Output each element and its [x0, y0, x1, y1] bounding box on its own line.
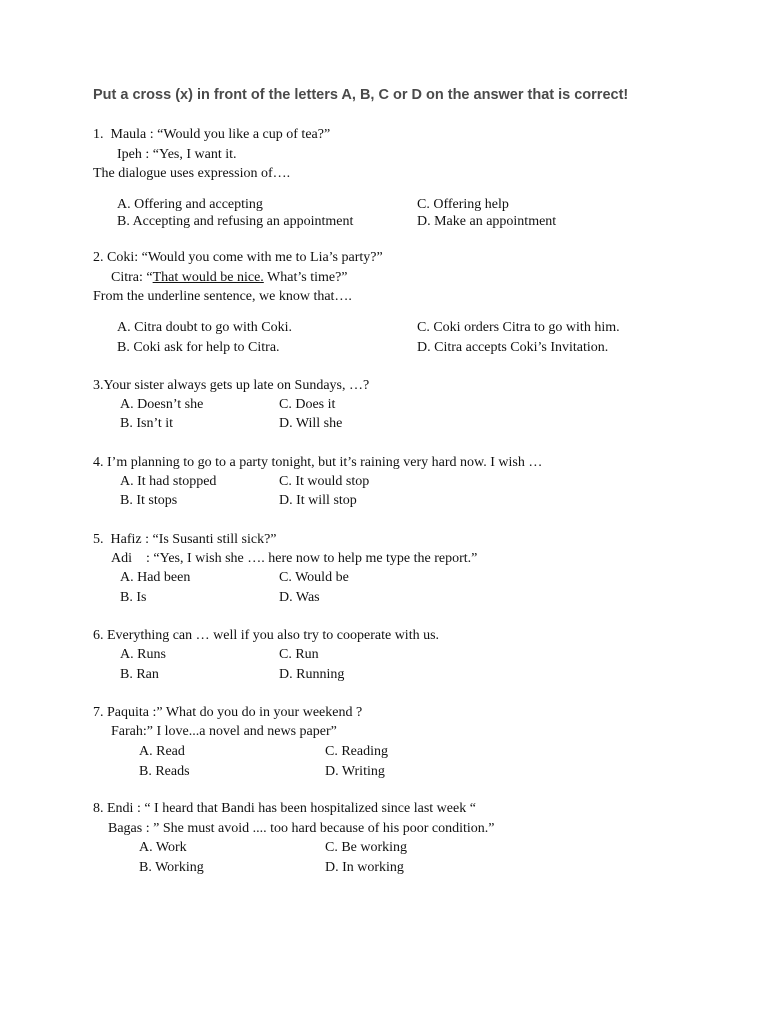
question-6-option-a[interactable]: A. Runs — [120, 647, 166, 662]
question-7-option-a[interactable]: A. Read — [139, 744, 185, 759]
question-3-option-c[interactable]: C. Does it — [279, 397, 336, 412]
question-1-line-1: 1. Maula : “Would you like a cup of tea?” — [93, 127, 331, 142]
question-2-option-d[interactable]: D. Citra accepts Coki’s Invitation. — [417, 340, 609, 355]
question-5-option-d[interactable]: D. Was — [279, 590, 320, 605]
question-1-option-b[interactable]: B. Accepting and refusing an appointment — [117, 214, 354, 229]
question-5-option-c[interactable]: C. Would be — [279, 570, 349, 585]
question-1-line-3: The dialogue uses expression of…. — [93, 166, 291, 181]
question-2-option-a[interactable]: A. Citra doubt to go with Coki. — [117, 320, 292, 335]
question-7-option-d[interactable]: D. Writing — [325, 764, 385, 779]
question-4-option-c[interactable]: C. It would stop — [279, 474, 370, 489]
question-8-option-a[interactable]: A. Work — [139, 840, 187, 855]
question-3-option-b[interactable]: B. Isn’t it — [120, 416, 174, 431]
question-3-option-a[interactable]: A. Doesn’t she — [120, 397, 204, 412]
question-2-underlined-sentence: That would be nice. — [152, 270, 264, 285]
question-2-line-2-end: What’s time?” — [263, 270, 348, 285]
question-7-line-2: Farah:” I love...a novel and news paper” — [111, 724, 337, 739]
question-1-option-c[interactable]: C. Offering help — [417, 197, 509, 212]
question-8-option-c[interactable]: C. Be working — [325, 840, 408, 855]
question-2-line-2-start: Citra: “ — [111, 270, 153, 285]
question-7-line-1: 7. Paquita :” What do you do in your weekend ? — [93, 705, 363, 720]
question-2-line-2 — [111, 268, 348, 287]
question-5-line-2: Adi : “Yes, I wish she …. here now to help me type the report.” — [111, 551, 478, 566]
question-6-option-b[interactable]: B. Ran — [120, 667, 159, 682]
question-8-option-b[interactable]: B. Working — [139, 860, 204, 875]
question-8-option-d[interactable]: D. In working — [325, 860, 404, 875]
question-7-option-b[interactable]: B. Reads — [139, 764, 190, 779]
question-1-option-a[interactable]: A. Offering and accepting — [117, 197, 263, 212]
question-3-option-d[interactable]: D. Will she — [279, 416, 343, 431]
question-4-option-a[interactable]: A. It had stopped — [120, 474, 217, 489]
question-4-line-1: 4. I’m planning to go to a party tonight, but it’s raining very hard now. I wish … — [93, 455, 543, 470]
question-1-option-d[interactable]: D. Make an appointment — [417, 214, 557, 229]
question-8-line-1: 8. Endi : “ I heard that Bandi has been hospitalized since last week “ — [93, 801, 476, 816]
question-2-option-b[interactable]: B. Coki ask for help to Citra. — [117, 340, 280, 355]
question-8-line-2: Bagas : ” She must avoid .... too hard because of his poor condition.” — [108, 821, 495, 836]
question-4-option-d[interactable]: D. It will stop — [279, 493, 357, 508]
question-5-option-a[interactable]: A. Had been — [120, 570, 191, 585]
question-3-line-1: 3.Your sister always gets up late on Sundays, …? — [93, 378, 370, 393]
question-2-option-c[interactable]: C. Coki orders Citra to go with him. — [417, 320, 620, 335]
question-5-option-b[interactable]: B. Is — [120, 590, 147, 605]
question-7-option-c[interactable]: C. Reading — [325, 744, 388, 759]
question-6-line-1: 6. Everything can … well if you also try to cooperate with us. — [93, 628, 440, 643]
question-6-option-c[interactable]: C. Run — [279, 647, 319, 662]
question-5-line-1: 5. Hafiz : “Is Susanti still sick?” — [93, 532, 277, 547]
instruction-heading: Put a cross (x) in front of the letters A, B, C or D on the answer that is correct! — [93, 87, 629, 103]
question-2-line-3: From the underline sentence, we know that…. — [93, 289, 352, 304]
question-1-line-2: Ipeh : “Yes, I want it. — [117, 147, 237, 162]
question-4-option-b[interactable]: B. It stops — [120, 493, 178, 508]
question-6-option-d[interactable]: D. Running — [279, 667, 345, 682]
question-2-line-1: 2. Coki: “Would you come with me to Lia’s party?” — [93, 250, 383, 265]
